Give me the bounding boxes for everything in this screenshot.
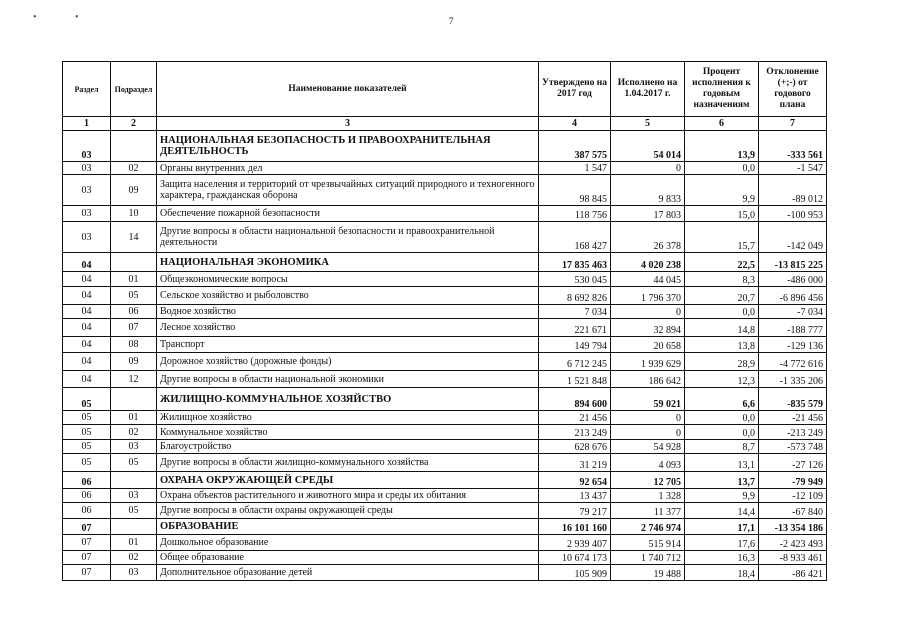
table-row <box>63 222 827 253</box>
deviation-value: -4 772 616 <box>759 353 827 371</box>
approved-value: 6 712 245 <box>539 353 611 371</box>
approved-value: 13 437 <box>539 489 611 503</box>
podrazdel-cell: 03 <box>111 440 157 454</box>
percent-value: 22,5 <box>685 253 759 272</box>
executed-value: 1 939 629 <box>611 353 685 371</box>
approved-value: 2 939 407 <box>539 535 611 551</box>
executed-value: 59 021 <box>611 388 685 411</box>
table-row <box>63 319 827 337</box>
deviation-value: -188 777 <box>759 319 827 337</box>
percent-value: 13,8 <box>685 337 759 353</box>
column-number-row <box>63 117 827 131</box>
indicator-name: Обеспечение пожарной безопасности <box>157 206 539 222</box>
razdel-cell: 05 <box>63 411 111 425</box>
razdel-cell: 06 <box>63 472 111 489</box>
percent-value: 15,7 <box>685 222 759 253</box>
indicator-name: Жилищное хозяйство <box>157 411 539 425</box>
approved-value: 221 671 <box>539 319 611 337</box>
podrazdel-cell <box>111 519 157 535</box>
percent-value: 20,7 <box>685 287 759 305</box>
approved-value: 21 456 <box>539 411 611 425</box>
podrazdel-cell: 06 <box>111 305 157 319</box>
indicator-name: Коммунальное хозяйство <box>157 425 539 440</box>
razdel-cell: 04 <box>63 353 111 371</box>
podrazdel-cell: 03 <box>111 565 157 581</box>
header-approved: Утверждено на 2017 год <box>539 62 611 117</box>
razdel-cell: 05 <box>63 425 111 440</box>
podrazdel-cell: 05 <box>111 454 157 472</box>
razdel-cell: 04 <box>63 253 111 272</box>
razdel-cell: 04 <box>63 319 111 337</box>
podrazdel-cell: 14 <box>111 222 157 253</box>
indicator-name: Другие вопросы в области национальной экономики <box>157 371 539 388</box>
indicator-name: ОХРАНА ОКРУЖАЮЩЕЙ СРЕДЫ <box>157 472 539 489</box>
table-row <box>63 353 827 371</box>
table-row <box>63 272 827 287</box>
executed-value: 1 328 <box>611 489 685 503</box>
deviation-value: -7 034 <box>759 305 827 319</box>
budget-table <box>62 61 827 581</box>
deviation-value: -129 136 <box>759 337 827 353</box>
deviation-value: -89 012 <box>759 175 827 206</box>
percent-value: 14,4 <box>685 503 759 519</box>
percent-value: 0,0 <box>685 305 759 319</box>
podrazdel-cell: 07 <box>111 319 157 337</box>
percent-value: 16,3 <box>685 551 759 565</box>
table-row <box>63 305 827 319</box>
razdel-cell: 05 <box>63 388 111 411</box>
percent-value: 0,0 <box>685 162 759 175</box>
percent-value: 13,1 <box>685 454 759 472</box>
approved-value: 92 654 <box>539 472 611 489</box>
deviation-value: -12 109 <box>759 489 827 503</box>
table-row <box>63 535 827 551</box>
podrazdel-cell: 01 <box>111 272 157 287</box>
podrazdel-cell: 05 <box>111 503 157 519</box>
podrazdel-cell: 02 <box>111 551 157 565</box>
percent-value: 18,4 <box>685 565 759 581</box>
deviation-value: -213 249 <box>759 425 827 440</box>
table-row <box>63 489 827 503</box>
percent-value: 14,8 <box>685 319 759 337</box>
deviation-value: -142 049 <box>759 222 827 253</box>
podrazdel-cell: 10 <box>111 206 157 222</box>
deviation-value: -13 815 225 <box>759 253 827 272</box>
executed-value: 515 914 <box>611 535 685 551</box>
executed-value: 4 020 238 <box>611 253 685 272</box>
approved-value: 168 427 <box>539 222 611 253</box>
executed-value: 9 833 <box>611 175 685 206</box>
section-row <box>63 388 827 411</box>
razdel-cell: 07 <box>63 551 111 565</box>
table-row <box>63 551 827 565</box>
approved-value: 8 692 826 <box>539 287 611 305</box>
executed-value: 0 <box>611 305 685 319</box>
table-row <box>63 425 827 440</box>
percent-value: 12,3 <box>685 371 759 388</box>
approved-value: 31 219 <box>539 454 611 472</box>
percent-value: 0,0 <box>685 411 759 425</box>
column-number: 3 <box>157 117 539 131</box>
podrazdel-cell: 03 <box>111 489 157 503</box>
deviation-value: -1 547 <box>759 162 827 175</box>
deviation-value: -835 579 <box>759 388 827 411</box>
indicator-name: НАЦИОНАЛЬНАЯ ЭКОНОМИКА <box>157 253 539 272</box>
approved-value: 118 756 <box>539 206 611 222</box>
executed-value: 26 378 <box>611 222 685 253</box>
razdel-cell: 06 <box>63 489 111 503</box>
table-row <box>63 565 827 581</box>
executed-value: 17 803 <box>611 206 685 222</box>
approved-value: 79 217 <box>539 503 611 519</box>
approved-value: 628 676 <box>539 440 611 454</box>
header-podrazdel: Подраздел <box>111 62 157 117</box>
indicator-name: Защита населения и территорий от чрезвычайных ситуаций природного и техногенного характера, гражданская оборона <box>157 175 539 206</box>
indicator-name: Общеэкономические вопросы <box>157 272 539 287</box>
column-number: 7 <box>759 117 827 131</box>
indicator-name: ЖИЛИЩНО-КОММУНАЛЬНОЕ ХОЗЯЙСТВО <box>157 388 539 411</box>
header-row <box>63 62 827 117</box>
percent-value: 28,9 <box>685 353 759 371</box>
approved-value: 16 101 160 <box>539 519 611 535</box>
deviation-value: -333 561 <box>759 131 827 162</box>
section-row <box>63 472 827 489</box>
header-deviation: Отклонение (+;-) от годового плана <box>759 62 827 117</box>
indicator-name: Водное хозяйство <box>157 305 539 319</box>
table-body <box>63 131 827 581</box>
podrazdel-cell: 01 <box>111 411 157 425</box>
approved-value: 213 249 <box>539 425 611 440</box>
deviation-value: -21 456 <box>759 411 827 425</box>
approved-value: 387 575 <box>539 131 611 162</box>
indicator-name: Другие вопросы в области охраны окружающей среды <box>157 503 539 519</box>
executed-value: 0 <box>611 425 685 440</box>
deviation-value: -86 421 <box>759 565 827 581</box>
approved-value: 1 521 848 <box>539 371 611 388</box>
section-row <box>63 519 827 535</box>
podrazdel-cell: 02 <box>111 162 157 175</box>
razdel-cell: 04 <box>63 287 111 305</box>
indicator-name: ОБРАЗОВАНИЕ <box>157 519 539 535</box>
executed-value: 11 377 <box>611 503 685 519</box>
indicator-name: Общее образование <box>157 551 539 565</box>
deviation-value: -2 423 493 <box>759 535 827 551</box>
podrazdel-cell: 08 <box>111 337 157 353</box>
table-row <box>63 454 827 472</box>
percent-value: 17,6 <box>685 535 759 551</box>
table-row <box>63 440 827 454</box>
indicator-name: Сельское хозяйство и рыболовство <box>157 287 539 305</box>
approved-value: 7 034 <box>539 305 611 319</box>
percent-value: 15,0 <box>685 206 759 222</box>
podrazdel-cell <box>111 131 157 162</box>
approved-value: 1 547 <box>539 162 611 175</box>
deviation-value: -79 949 <box>759 472 827 489</box>
executed-value: 186 642 <box>611 371 685 388</box>
indicator-name: Лесное хозяйство <box>157 319 539 337</box>
percent-value: 0,0 <box>685 425 759 440</box>
indicator-name: НАЦИОНАЛЬНАЯ БЕЗОПАСНОСТЬ И ПРАВООХРАНИТЕЛЬНАЯ ДЕЯТЕЛЬНОСТЬ <box>157 131 539 162</box>
podrazdel-cell <box>111 388 157 411</box>
executed-value: 1 740 712 <box>611 551 685 565</box>
executed-value: 0 <box>611 162 685 175</box>
executed-value: 12 705 <box>611 472 685 489</box>
deviation-value: -1 335 206 <box>759 371 827 388</box>
indicator-name: Органы внутренних дел <box>157 162 539 175</box>
razdel-cell: 07 <box>63 519 111 535</box>
razdel-cell: 03 <box>63 175 111 206</box>
deviation-value: -573 748 <box>759 440 827 454</box>
approved-value: 149 794 <box>539 337 611 353</box>
indicator-name: Другие вопросы в области жилищно-коммунального хозяйства <box>157 454 539 472</box>
razdel-cell: 03 <box>63 162 111 175</box>
percent-value: 8,7 <box>685 440 759 454</box>
deviation-value: -8 933 461 <box>759 551 827 565</box>
percent-value: 8,3 <box>685 272 759 287</box>
section-row <box>63 253 827 272</box>
razdel-cell: 03 <box>63 206 111 222</box>
approved-value: 105 909 <box>539 565 611 581</box>
indicator-name: Охрана объектов растительного и животного мира и среды их обитания <box>157 489 539 503</box>
indicator-name: Транспорт <box>157 337 539 353</box>
table-row <box>63 337 827 353</box>
approved-value: 894 600 <box>539 388 611 411</box>
razdel-cell: 05 <box>63 454 111 472</box>
approved-value: 17 835 463 <box>539 253 611 272</box>
indicator-name: Благоустройство <box>157 440 539 454</box>
percent-value: 9,9 <box>685 175 759 206</box>
razdel-cell: 05 <box>63 440 111 454</box>
table-row <box>63 206 827 222</box>
column-number: 1 <box>63 117 111 131</box>
podrazdel-cell <box>111 253 157 272</box>
indicator-name: Дополнительное образование детей <box>157 565 539 581</box>
table-row <box>63 411 827 425</box>
approved-value: 530 045 <box>539 272 611 287</box>
percent-value: 13,9 <box>685 131 759 162</box>
page-number: 7 <box>449 16 454 26</box>
podrazdel-cell <box>111 472 157 489</box>
percent-value: 6,6 <box>685 388 759 411</box>
indicator-name: Дошкольное образование <box>157 535 539 551</box>
executed-value: 54 928 <box>611 440 685 454</box>
percent-value: 13,7 <box>685 472 759 489</box>
deviation-value: -67 840 <box>759 503 827 519</box>
executed-value: 32 894 <box>611 319 685 337</box>
podrazdel-cell: 01 <box>111 535 157 551</box>
column-number: 4 <box>539 117 611 131</box>
table-row <box>63 503 827 519</box>
razdel-cell: 07 <box>63 565 111 581</box>
table-row <box>63 175 827 206</box>
section-row <box>63 131 827 162</box>
executed-value: 54 014 <box>611 131 685 162</box>
approved-value: 10 674 173 <box>539 551 611 565</box>
column-number: 2 <box>111 117 157 131</box>
indicator-name: Дорожное хозяйство (дорожные фонды) <box>157 353 539 371</box>
executed-value: 20 658 <box>611 337 685 353</box>
executed-value: 19 488 <box>611 565 685 581</box>
column-number: 5 <box>611 117 685 131</box>
razdel-cell: 03 <box>63 222 111 253</box>
table-row <box>63 287 827 305</box>
razdel-cell: 04 <box>63 305 111 319</box>
header-executed: Исполнено на 1.04.2017 г. <box>611 62 685 117</box>
razdel-cell: 04 <box>63 272 111 287</box>
percent-value: 17,1 <box>685 519 759 535</box>
deviation-value: -27 126 <box>759 454 827 472</box>
podrazdel-cell: 09 <box>111 353 157 371</box>
executed-value: 44 045 <box>611 272 685 287</box>
percent-value: 9,9 <box>685 489 759 503</box>
razdel-cell: 03 <box>63 131 111 162</box>
executed-value: 4 093 <box>611 454 685 472</box>
executed-value: 0 <box>611 411 685 425</box>
razdel-cell: 04 <box>63 371 111 388</box>
razdel-cell: 07 <box>63 535 111 551</box>
podrazdel-cell: 09 <box>111 175 157 206</box>
executed-value: 2 746 974 <box>611 519 685 535</box>
deviation-value: -486 000 <box>759 272 827 287</box>
table-row <box>63 371 827 388</box>
indicator-name: Другие вопросы в области национальной безопасности и правоохранительной деятельности <box>157 222 539 253</box>
approved-value: 98 845 <box>539 175 611 206</box>
scan-marks: • • <box>33 12 97 23</box>
header-razdel: Раздел <box>63 62 111 117</box>
podrazdel-cell: 05 <box>111 287 157 305</box>
deviation-value: -13 354 186 <box>759 519 827 535</box>
header-name: Наименование показателей <box>157 62 539 117</box>
executed-value: 1 796 370 <box>611 287 685 305</box>
razdel-cell: 04 <box>63 337 111 353</box>
podrazdel-cell: 02 <box>111 425 157 440</box>
deviation-value: -6 896 456 <box>759 287 827 305</box>
header-percent: Процент исполнения к годовым назначениям <box>685 62 759 117</box>
podrazdel-cell: 12 <box>111 371 157 388</box>
column-number: 6 <box>685 117 759 131</box>
razdel-cell: 06 <box>63 503 111 519</box>
deviation-value: -100 953 <box>759 206 827 222</box>
table-row <box>63 162 827 175</box>
